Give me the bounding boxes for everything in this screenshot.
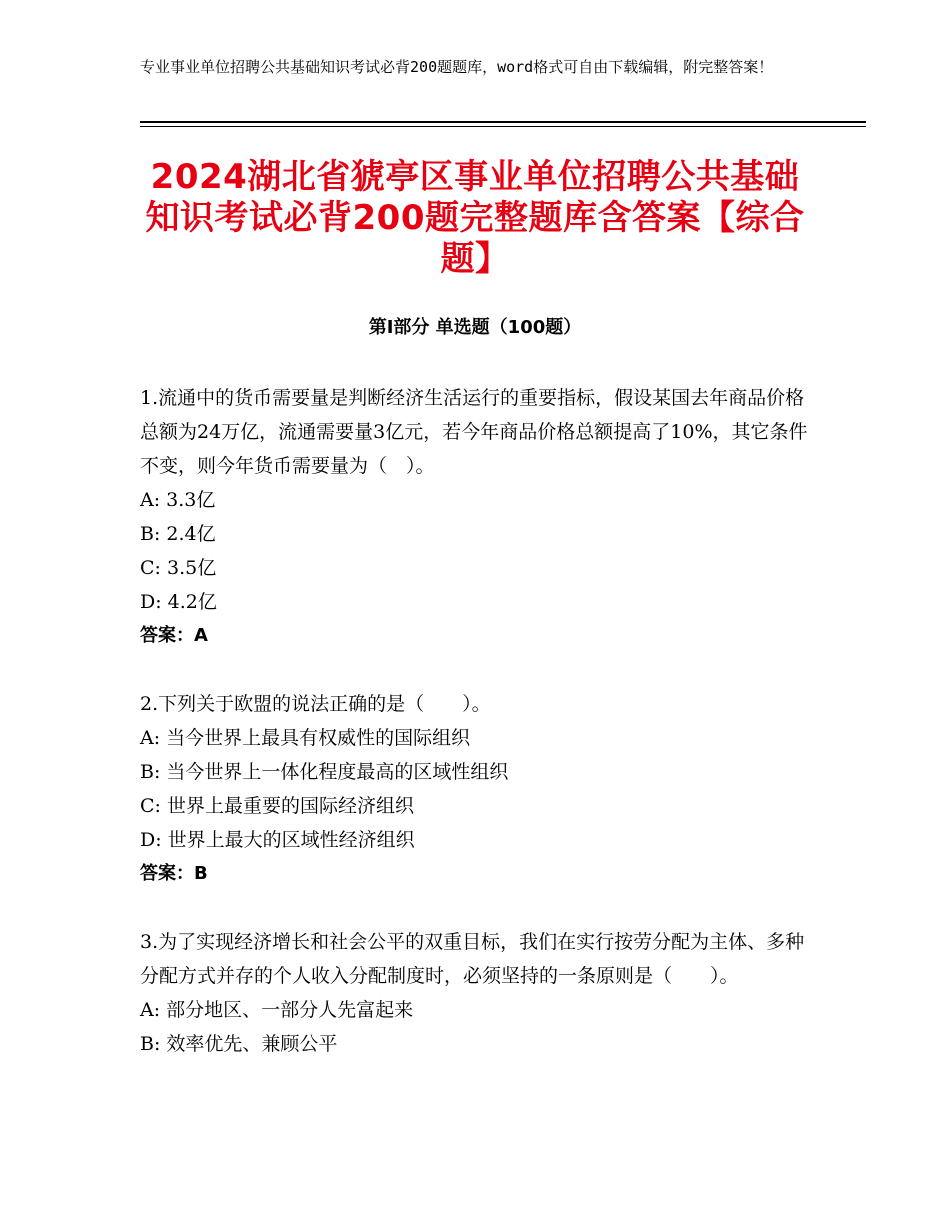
header-rule-thin xyxy=(140,126,866,127)
option-b: B: 2.4亿 xyxy=(140,523,216,545)
question-3 xyxy=(140,925,810,1061)
question-stem: 3.为了实现经济增长和社会公平的双重目标，我们在实行按劳分配为主体、多种分配方式并存的个人收入分配制度时，必须坚持的一条原则是（ ）。 xyxy=(140,931,805,987)
option-b: B: 当今世界上一体化程度最高的区域性组织 xyxy=(140,761,509,783)
section-title: 第Ⅰ部分 单选题（100题） xyxy=(368,317,582,338)
document-title: 2024湖北省猇亭区事业单位招聘公共基础知识考试必背200题完整题库含答案【综合题】 xyxy=(145,157,805,279)
question-2 xyxy=(140,687,810,891)
header-note: 专业事业单位招聘公共基础知识考试必背200题题库，word格式可自由下载编辑，附完整答案！ xyxy=(140,58,774,76)
question-list xyxy=(140,381,810,1095)
option-c: C: 3.5亿 xyxy=(140,557,217,579)
question-stem: 2.下列关于欧盟的说法正确的是（ ）。 xyxy=(140,693,491,715)
option-d: D: 4.2亿 xyxy=(140,591,217,613)
option-a: A: 当今世界上最具有权威性的国际组织 xyxy=(140,727,471,749)
option-b: B: 效率优先、兼顾公平 xyxy=(140,1033,338,1055)
option-c: C: 世界上最重要的国际经济组织 xyxy=(140,795,414,817)
answer: 答案：A xyxy=(140,625,208,646)
question-stem: 1.流通中的货币需要量是判断经济生活运行的重要指标，假设某国去年商品价格总额为24万亿，流通需要量3亿元，若今年商品价格总额提高了10%，其它条件不变，则今年货币需要量为（ ）。 xyxy=(140,387,808,477)
option-d: D: 世界上最大的区域性经济组织 xyxy=(140,829,415,851)
option-a: A: 部分地区、一部分人先富起来 xyxy=(140,999,414,1021)
answer: 答案：B xyxy=(140,863,208,884)
question-1 xyxy=(140,381,810,653)
header-rule-thick xyxy=(140,121,866,123)
option-a: A: 3.3亿 xyxy=(140,489,216,511)
